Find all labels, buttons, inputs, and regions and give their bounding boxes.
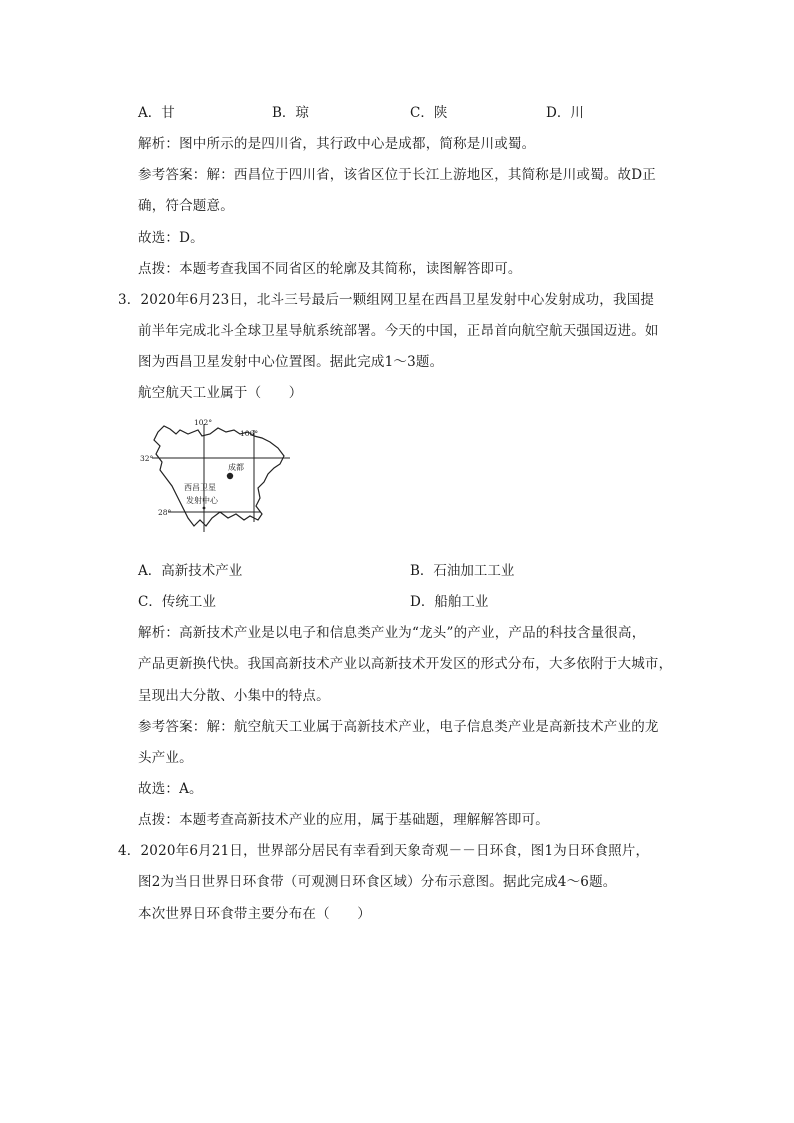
q3-comment: 点拨：本题考查高新技术产业的应用，属于基础题，理解解答即可。 <box>138 812 549 828</box>
q3-analysis-line1: 解析：高新技术产业是以电子和信息类产业为“龙头”的产业，产品的科技含量很高， <box>138 625 646 641</box>
province-outline <box>154 426 284 526</box>
q2-option-b: B．琼 <box>272 105 309 121</box>
q3-option-d: D．船舶工业 <box>410 594 489 610</box>
lon-106-label: 106° <box>240 429 259 438</box>
q2-comment: 点拨：本题考查我国不同省区的轮廓及其简称，读图解答即可。 <box>138 261 522 277</box>
q3-answer-line2: 头产业。 <box>138 750 193 766</box>
q3-option-c: C．传统工业 <box>138 594 216 610</box>
q3-stem-line1: 3．2020年6月23日，北斗三号最后一颗组网卫星在西昌卫星发射中心发射成功，我国提 <box>118 292 655 308</box>
q2-analysis: 解析：图中所示的是四川省，其行政中心是成都，简称是川或蜀。 <box>138 136 536 152</box>
q4-stem-line2: 图2为当日世界日环食带（可观测日环食区域）分布示意图。据此完成4～6题。 <box>138 874 617 890</box>
lon-102-label: 102° <box>194 418 213 427</box>
lat-28-label: 28° <box>158 508 172 517</box>
q2-option-d: D．川 <box>546 105 584 121</box>
chengdu-marker <box>227 473 233 479</box>
q3-analysis-line2: 产品更新换代快。我国高新技术产业以高新技术开发区的形式分布，大多依附于大城市， <box>138 656 673 672</box>
q4-question: 本次世界日环食带主要分布在（ ） <box>138 906 371 922</box>
xichang-marker <box>203 507 206 510</box>
q2-answer-line1: 参考答案：解：西昌位于四川省，该省区位于长江上游地区，其简称是川或蜀。故D正 <box>138 167 656 183</box>
q2-option-c: C．陕 <box>410 105 448 121</box>
chengdu-label: 成都 <box>228 463 244 472</box>
xichang-label-line2: 发射中心 <box>186 496 218 505</box>
q3-question: 航空航天工业属于（ ） <box>138 385 303 401</box>
q3-answer-line1: 参考答案：解：航空航天工业属于高新技术产业，电子信息类产业是高新技术产业的龙 <box>138 719 659 735</box>
q3-option-a: A．高新技术产业 <box>138 563 243 579</box>
q3-stem-line3: 图为西昌卫星发射中心位置图。据此完成1～3题。 <box>138 354 444 370</box>
lat-32-label: 32° <box>140 454 154 463</box>
q4-stem-line1: 4．2020年6月21日，世界部分居民有幸看到天象奇观－－日环食，图1为日环食照片， <box>118 843 650 859</box>
q2-answer-line2: 确，符合题意。 <box>138 198 234 214</box>
xichang-location-map <box>140 416 292 536</box>
q2-choice: 故选：D。 <box>138 230 204 246</box>
q3-choice: 故选：A。 <box>138 781 203 797</box>
q3-option-b: B．石油加工工业 <box>410 563 515 579</box>
q3-stem-line2: 前半年完成北斗全球卫星导航系统部署。今天的中国，正昂首向航空航天强国迈进。如 <box>138 323 659 339</box>
q2-option-a: A．甘 <box>138 105 175 121</box>
xichang-label-line1: 西昌卫星 <box>184 483 216 492</box>
q3-analysis-line3: 呈现出大分散、小集中的特点。 <box>138 688 330 704</box>
